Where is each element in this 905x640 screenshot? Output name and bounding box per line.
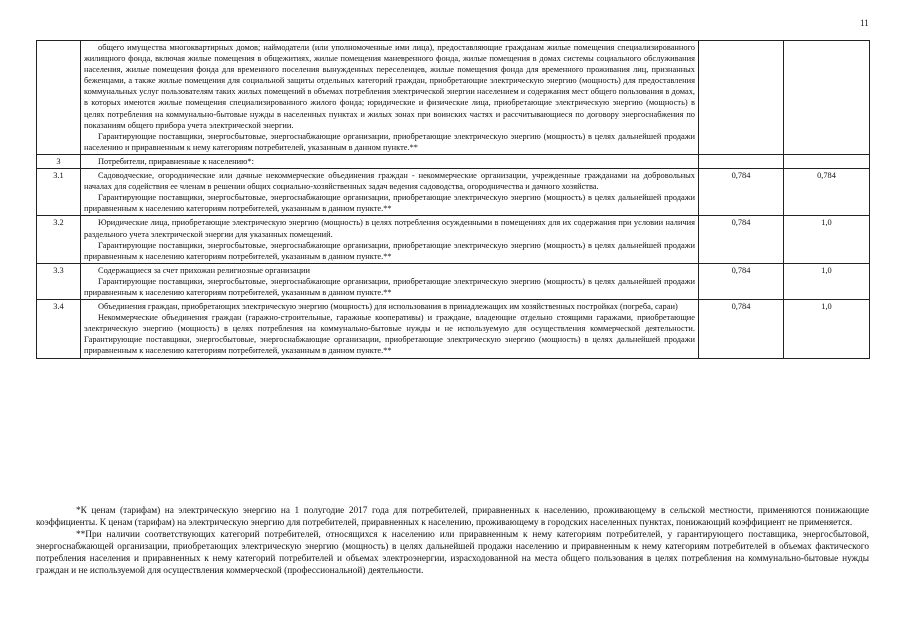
- row-description: [81, 41, 699, 155]
- description-paragraph: общего имущества многоквартирных домов; наймодатели (или уполномоченные ими лица), предоставляющие гражданам жилые помещения специализированного жилищного фонда, включая жилые помещения в общежитиях, жилые помещения маневренного фонда, жилые помещения в домах системы социального обслуживания населения, жилые помещения фонда для временного поселения вынужденных переселенцев, жилые помещения фонда для временного проживания лиц, признанных беженцами, а также жилые помещения для социальной защиты отдельных категорий граждан, приобретающие электрическую энергию (мощность) для предоставления коммунальных услуг пользователям таких жилых помещений в объемах потребления электрической энергии населением и содержания мест общего пользования в домах, в которых имеются жилые помещения специализированного жилого фонда; юридические и физические лица, приобретающие электрическую энергию (мощность) в целях потребления на коммунально-бытовые нужды в населенных пунктах и жилых зонах при воинских частях и рассчитывающиеся по договору энергоснабжения по показаниям общего прибора учета электрической энергии.: [84, 43, 695, 130]
- footnote-1: *К ценам (тарифам) на электрическую энергию на 1 полугодие 2017 года для потребителей, приравненных к населению, проживающему в сельской местности, применяются понижающие коэффициенты. К ценам (тарифам) на электрическую энергию для потребителей, приравненных к населению, проживающему в городских населенных пунктах, понижающий коэффициент не применяется.: [36, 506, 869, 529]
- description-paragraph: Гарантирующие поставщики, энергосбытовые, энергоснабжающие организации, приобретающие электрическую энергию (мощность) в целях дальнейшей продажи населению и приравненным к нему категориям потребителей, указанным в данном пункте.**: [84, 131, 695, 152]
- table-row: [37, 216, 870, 263]
- coefficient-second: [784, 41, 870, 155]
- table-row: [37, 41, 870, 155]
- description-paragraph: Садоводческие, огороднические или дачные некоммерческие объединения граждан - некоммерческие организации, учрежденные гражданами на добровольных началах для содействия ее членам в решении общих социально-хозяйственных задач ведения садоводства, огородничества и дачного хозяйства.: [84, 171, 695, 192]
- coefficient-second: 1,0: [784, 300, 870, 358]
- coefficient-second: 0,784: [784, 169, 870, 216]
- description-paragraph: Объединения граждан, приобретающих электрическую энергию (мощность) для использования в принадлежащих им хозяйственных постройках (погреба, сараи): [98, 302, 678, 312]
- coefficient-second: [784, 154, 870, 168]
- row-description: [81, 169, 699, 216]
- coefficient-second: 1,0: [784, 216, 870, 263]
- row-description: [81, 263, 699, 299]
- row-number: 3.3: [37, 263, 81, 299]
- description-paragraph: Потребители, приравненные к населению*:: [98, 156, 254, 166]
- table-row: [37, 169, 870, 216]
- table-row: [37, 154, 870, 168]
- row-number: 3.2: [37, 216, 81, 263]
- table-row: [37, 263, 870, 299]
- description-paragraph: Юридические лица, приобретающие электрическую энергию (мощность) в целях потребления осужденными в помещениях для их содержания при условии наличия раздельного учета электрической энергии для указанных помещений.: [84, 218, 695, 239]
- description-paragraph: Гарантирующие поставщики, энергосбытовые, энергоснабжающие организации, приобретающие электрическую энергию (мощность) в целях дальнейшей продажи приравненным к населению категориям потребителей, указанным в данном пункте.**: [84, 240, 695, 261]
- coefficient-first: [699, 41, 784, 155]
- coefficient-first: 0,784: [699, 169, 784, 216]
- description-paragraph: Гарантирующие поставщики, энергосбытовые, энергоснабжающие организации, приобретающие электрическую энергию (мощность) в целях дальнейшей продажи приравненным к населению категориям потребителей, указанным в данном пункте.**: [84, 276, 695, 297]
- table-body: [37, 41, 870, 359]
- coefficient-second: 1,0: [784, 263, 870, 299]
- coefficient-first: [699, 154, 784, 168]
- description-paragraph: Некоммерческие объединения граждан (гаражно-строительные, гаражные кооперативы) и граждане, владеющие отдельно стоящими гаражами, приобретающие электрическую энергию (мощность) в целях потребления на коммунально-бытовые нужды и не используемую для осуществления коммерческой деятельности. Гарантирующие поставщики, энергосбытовые, энергоснабжающие организации, приобретающие электрическую энергию (мощность) в целях дальнейшей продажи приравненным к населению категориям потребителей, указанным в данном пункте.**: [84, 313, 695, 356]
- tariff-table: [36, 40, 870, 359]
- coefficient-first: 0,784: [699, 216, 784, 263]
- description-paragraph: Гарантирующие поставщики, энергосбытовые, энергоснабжающие организации, приобретающие электрическую энергию (мощность) в целях дальнейшей продажи приравненным к населению категориям потребителей, указанным в данном пункте.**: [84, 193, 695, 214]
- coefficient-first: 0,784: [699, 263, 784, 299]
- table-row: [37, 300, 870, 358]
- row-description: [81, 300, 699, 358]
- footnote-2: **При наличии соответствующих категорий потребителей, относящихся к населению или приравненным к нему категориям потребителей, у гарантирующего поставщика, энергосбытовой, энергоснабжающей организации, приобретающих электрическую энергию (мощность) в целях дальнейшей продажи населению и приравненным к нему категориям потребителей в объемах фактического потребления населения и приравненных к нему категорий потребителей и объемах электроэнергии, израсходованной на места общего пользования в целях потребления на коммунально-бытовые нужды граждан и не используемой для осуществления коммерческой (профессиональной) деятельности.: [36, 530, 869, 577]
- row-number: 3: [37, 154, 81, 168]
- footnotes: [36, 505, 869, 578]
- row-number: 3.1: [37, 169, 81, 216]
- row-description: [81, 216, 699, 263]
- row-description: [81, 154, 699, 168]
- row-number: 3.4: [37, 300, 81, 358]
- description-paragraph: Содержащиеся за счет прихожан религиозные организации: [98, 265, 311, 275]
- coefficient-first: 0,784: [699, 300, 784, 358]
- row-number: [37, 41, 81, 155]
- page-number: 11: [860, 18, 869, 28]
